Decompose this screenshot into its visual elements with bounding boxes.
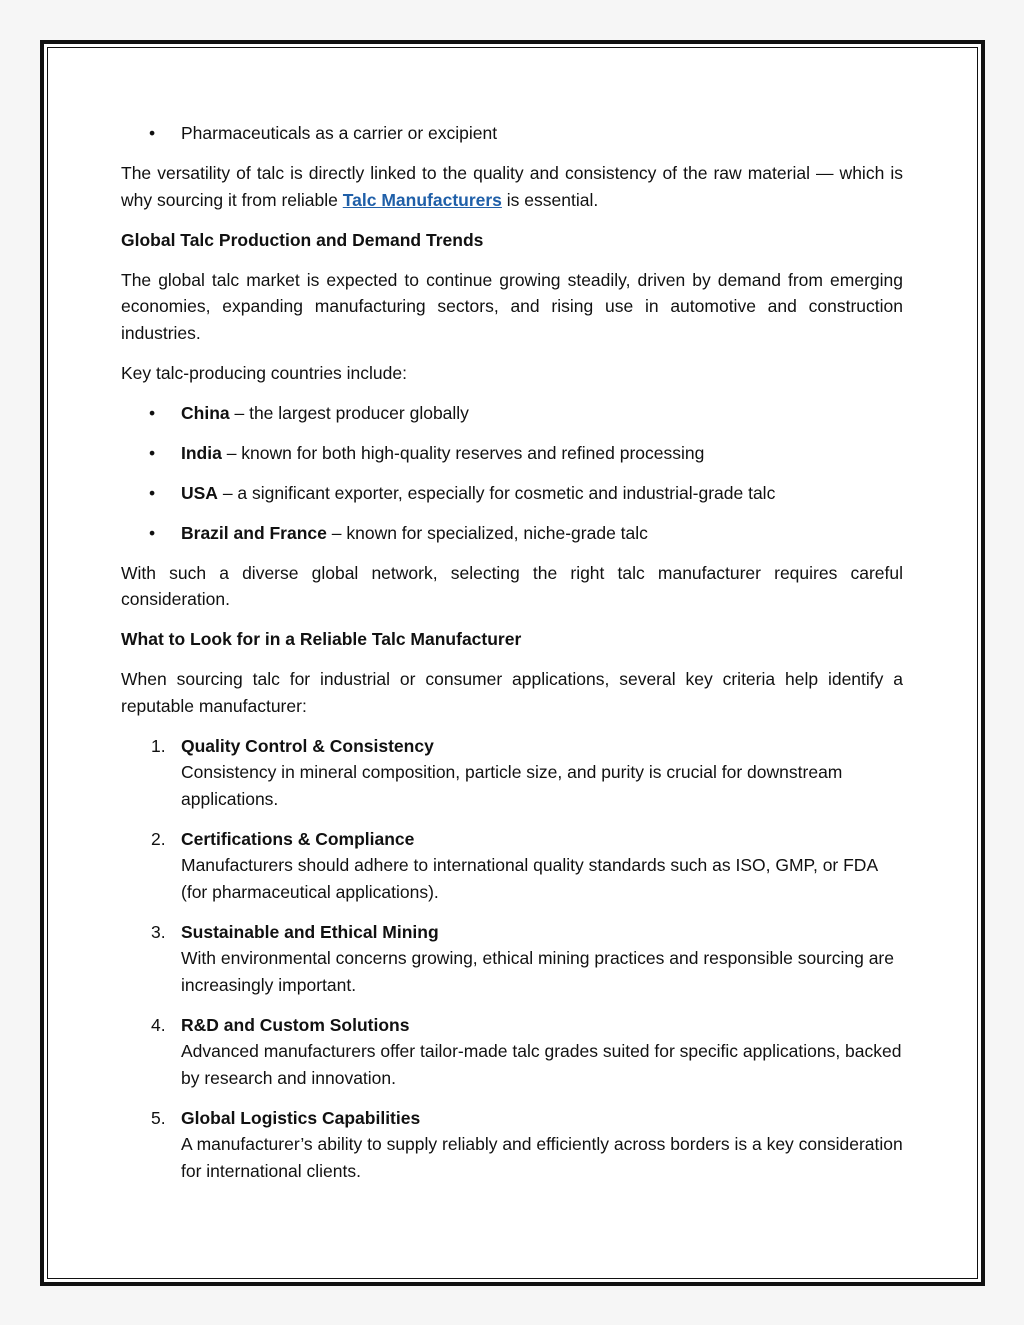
top-bullet-list (121, 120, 903, 147)
criteria-desc: A manufacturer’s ability to supply reliably and efficiently across borders is a key consideration for international clients. (181, 1134, 903, 1181)
countries-list (121, 400, 903, 547)
criteria-desc: Advanced manufacturers offer tailor-made talc grades suited for specific applications, backed by research and innovation. (181, 1041, 902, 1088)
list-item (121, 1012, 903, 1092)
production-paragraph: The global talc market is expected to continue growing steadily, driven by demand from emerging economies, expanding manufacturing sectors, and rising use in automotive and construction industries. (121, 269, 903, 343)
country-desc: – known for both high-quality reserves and refined processing (221, 442, 705, 463)
list-item (121, 1105, 903, 1185)
criteria-desc: With environmental concerns growing, ethical mining practices and responsible sourcing are increasingly important. (181, 948, 894, 995)
document-body (121, 120, 903, 1198)
list-item (121, 919, 903, 999)
criteria-title: Certifications & Compliance (181, 828, 415, 849)
countries-intro: Key talc-producing countries include: (121, 362, 407, 383)
country-desc: – known for specialized, niche-grade talc (326, 522, 648, 543)
country-name: India (181, 442, 222, 463)
country-name: Brazil and France (181, 522, 327, 543)
criteria-title: R&D and Custom Solutions (181, 1014, 410, 1035)
section-heading-production: Global Talc Production and Demand Trends (121, 229, 484, 250)
criteria-title: Global Logistics Capabilities (181, 1107, 421, 1128)
criteria-paragraph: When sourcing talc for industrial or consumer applications, several key criteria help identify a reputable manufacturer: (121, 669, 903, 716)
country-desc: – a significant exporter, especially for cosmetic and industrial-grade talc (217, 482, 776, 503)
country-name: USA (181, 482, 218, 503)
item-number: 1. (151, 735, 166, 756)
criteria-desc: Manufacturers should adhere to international quality standards such as ISO, GMP, or FDA (for pharmaceutical applications). (181, 855, 878, 902)
list-item (121, 480, 903, 507)
criteria-title: Quality Control & Consistency (181, 735, 434, 756)
item-number: 3. (151, 921, 166, 942)
country-name: China (181, 402, 230, 423)
item-number: 4. (151, 1014, 166, 1035)
list-item (121, 400, 903, 427)
country-desc: – the largest producer globally (229, 402, 469, 423)
intro-paragraph (121, 160, 903, 213)
list-item (121, 440, 903, 467)
talc-manufacturers-link[interactable]: Talc Manufacturers (342, 189, 502, 210)
criteria-title: Sustainable and Ethical Mining (181, 921, 439, 942)
item-number: 5. (151, 1107, 166, 1128)
countries-closing: With such a diverse global network, selecting the right talc manufacturer requires careful consideration. (121, 562, 903, 609)
list-item: • Pharmaceuticals as a carrier or excipient (121, 120, 903, 147)
intro-text: The versatility of talc is directly linked to the quality and consistency of the raw material — which is why sourcing it from reliable (121, 163, 903, 210)
criteria-desc: Consistency in mineral composition, particle size, and purity is crucial for downstream applications. (181, 762, 843, 809)
criteria-list (121, 733, 903, 1185)
item-number: 2. (151, 828, 166, 849)
list-item (121, 520, 903, 547)
section-heading-criteria: What to Look for in a Reliable Talc Manufacturer (121, 629, 522, 649)
list-item (121, 733, 903, 813)
intro-text-end: is essential. (501, 189, 599, 210)
list-item (121, 826, 903, 906)
